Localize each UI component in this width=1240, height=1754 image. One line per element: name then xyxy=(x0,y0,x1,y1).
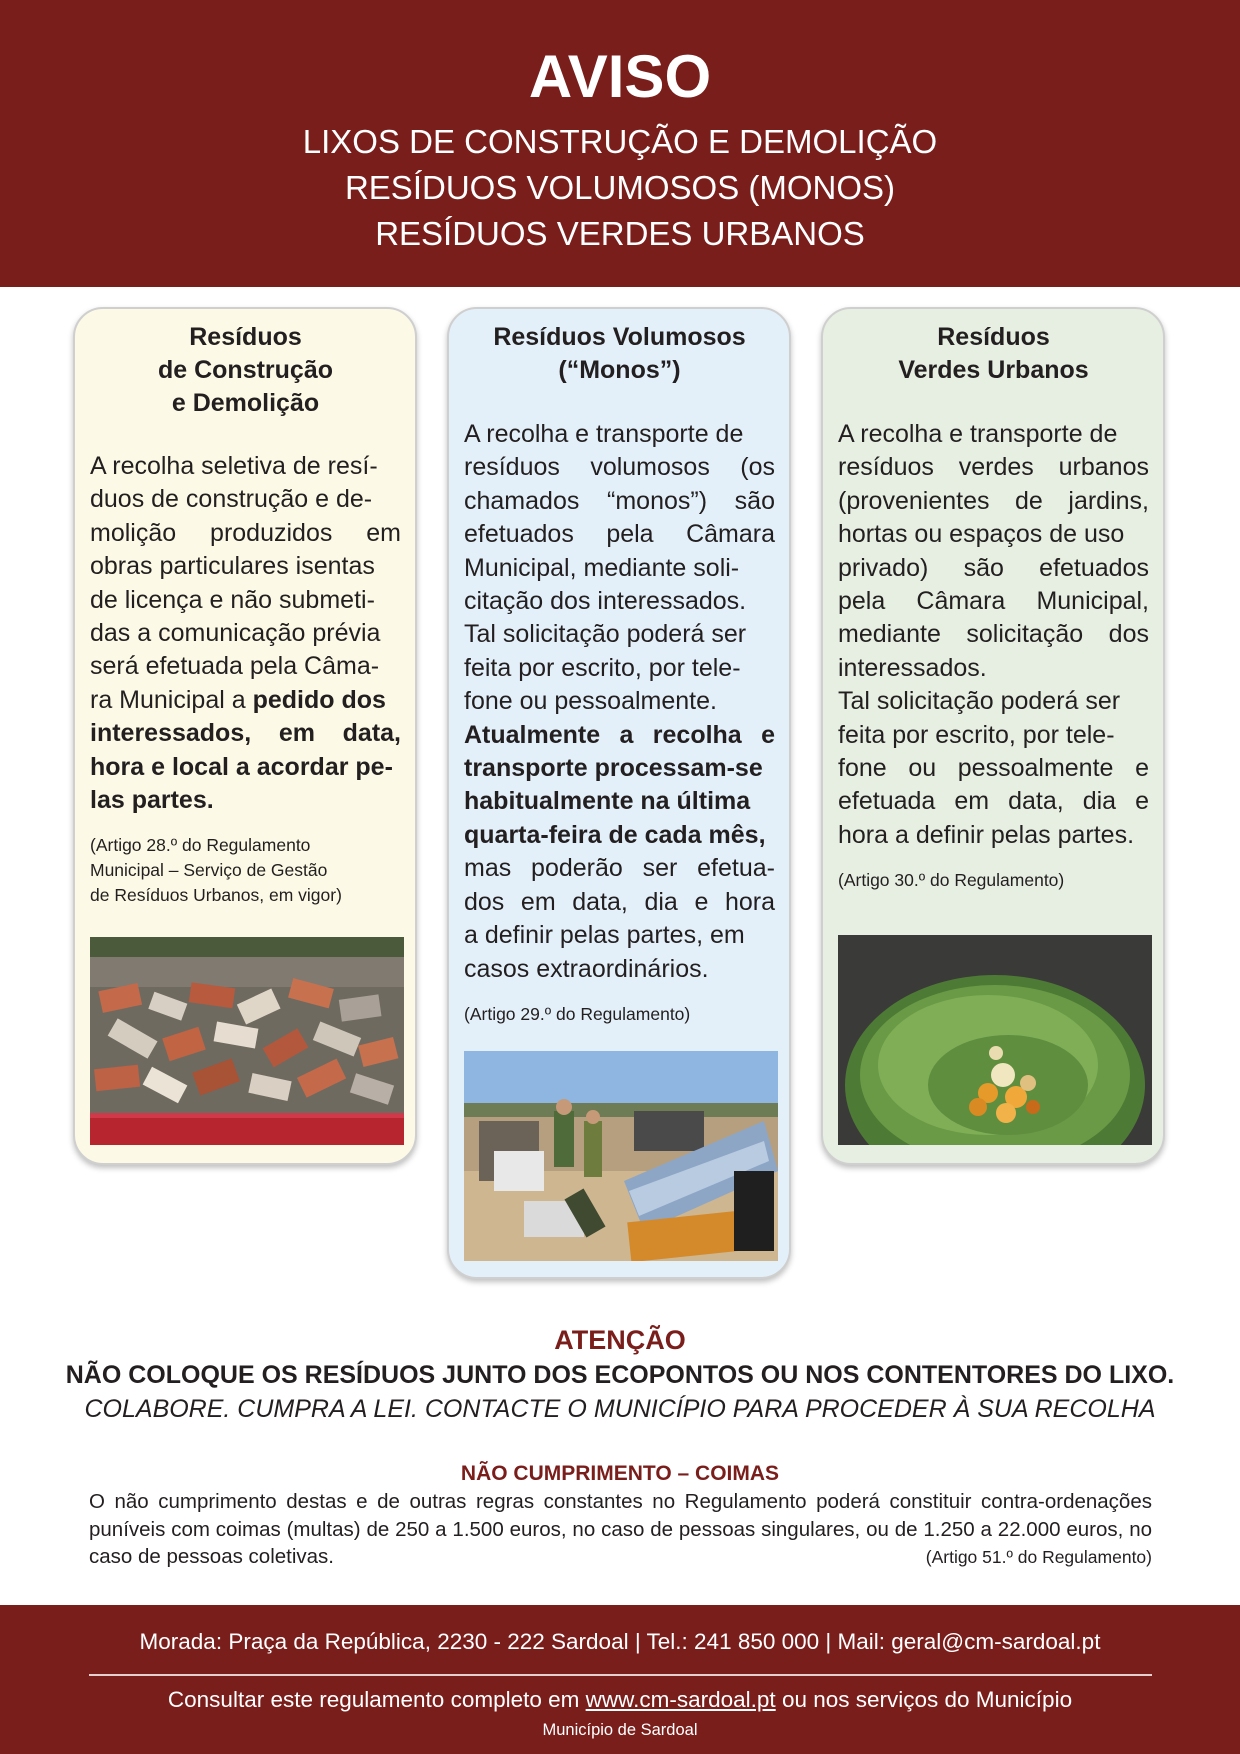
card-bulky-waste xyxy=(447,307,791,1279)
text-line: duos de construção e de- xyxy=(90,485,373,514)
text-line: A recolha e transporte de xyxy=(464,420,744,448)
municipality-name: Município de Sardoal xyxy=(542,1721,698,1739)
text-line: obras particulares isentas xyxy=(90,552,375,581)
text-line: resíduos volumosos (os xyxy=(464,453,775,482)
text-line: resíduos verdes urbanos xyxy=(838,453,1149,482)
card-body-text xyxy=(838,418,1149,852)
card-body-text xyxy=(464,418,775,986)
article-reference xyxy=(90,833,401,908)
card-title-line: Verdes Urbanos xyxy=(898,356,1089,384)
card-body-text xyxy=(90,450,401,817)
text-line-bold: hora e local a acordar pe- xyxy=(90,752,393,781)
article-line: (Artigo 28.º do Regulamento xyxy=(90,835,311,856)
header-banner xyxy=(0,0,1240,287)
contact-info: Morada: Praça da República, 2230 - 222 Sardoal | Tel.: 241 850 000 | Mail: geral@cm-sardoal.pt xyxy=(139,1629,1101,1654)
text-line: pela Câmara Municipal, xyxy=(838,587,1149,616)
consult-regulation xyxy=(0,1685,1240,1715)
text-line: dos em data, dia e hora xyxy=(464,887,775,916)
footer xyxy=(0,1605,1240,1754)
fines-text: O não cumprimento destas e de outras regras constantes no Regulamento poderá constituir contra-ordenações puníveis com coimas (multas) de 250 a 1.500 euros, no caso de pessoas singulares, ou de 1.250 a 22.000 euros, no caso de pessoas coletivas. xyxy=(89,1490,1152,1568)
text-line: fone ou pessoalmente. xyxy=(464,687,717,716)
text-line: de licença e não submeti- xyxy=(90,585,375,614)
article-line: de Resíduos Urbanos, em vigor) xyxy=(90,885,342,906)
text-line: hortas ou espaços de uso xyxy=(838,520,1125,549)
card-title xyxy=(90,321,401,420)
text-line: será efetuada pela Câma- xyxy=(90,652,380,681)
footer-divider xyxy=(89,1674,1152,1676)
text-line: das a comunicação prévia xyxy=(90,619,381,648)
card-green-waste xyxy=(821,307,1165,1165)
article-reference: (Artigo 30.º do Regulamento) xyxy=(838,870,1065,891)
text-line: Tal solicitação poderá ser xyxy=(464,620,747,649)
text-line: privado) são efetuados xyxy=(838,553,1149,582)
consult-text: ou nos serviços do Município xyxy=(775,1687,1073,1712)
text-line: a definir pelas partes, em xyxy=(464,921,745,950)
text-line: efetuados pela Câmara xyxy=(464,520,775,549)
text-line: A recolha seletiva de resí- xyxy=(90,452,378,480)
attention-warning: NÃO COLOQUE OS RESÍDUOS JUNTO DOS ECOPONTOS OU NOS CONTENTORES DO LIXO. xyxy=(65,1361,1175,1389)
green-waste-container-photo xyxy=(838,935,1152,1145)
card-construction-waste xyxy=(73,307,417,1165)
text-line: feita por escrito, por tele- xyxy=(838,720,1115,749)
website-link[interactable]: www.cm-sardoal.pt xyxy=(585,1687,776,1712)
text-line: casos extraordinários. xyxy=(464,954,709,983)
card-title-line: (“Monos”) xyxy=(558,356,681,384)
subtitle-line-3: RESÍDUOS VERDES URBANOS xyxy=(375,215,865,252)
card-title xyxy=(838,321,1149,387)
text-line: (provenientes de jardins, xyxy=(838,486,1149,515)
text-line-bold: interessados, em data, xyxy=(90,719,401,748)
text-line: mas poderão ser efetua- xyxy=(464,854,775,883)
card-title-line: e Demolição xyxy=(171,389,320,417)
text-line-bold: habitualmente na última xyxy=(464,787,751,816)
text-line: fone ou pessoalmente e xyxy=(838,754,1149,783)
text-line: efetuada em data, dia e xyxy=(838,787,1149,816)
text-line-bold: quarta-feira de cada mês, xyxy=(464,820,766,849)
card-title-line: de Construção xyxy=(157,356,334,384)
text-line: mediante solicitação dos xyxy=(838,620,1149,649)
page-title: AVISO xyxy=(528,43,712,110)
subtitle-line-1: LIXOS DE CONSTRUÇÃO E DEMOLIÇÃO xyxy=(302,123,938,160)
bulky-waste-collection-photo xyxy=(464,1051,778,1261)
text-line-bold: Atualmente a recolha e xyxy=(464,720,775,749)
card-title-line: Resíduos xyxy=(189,323,302,351)
text-line: hora a definir pelas partes. xyxy=(838,820,1135,849)
text-line: Municipal, mediante soli- xyxy=(464,553,740,582)
text-line-bold: transporte processam-se xyxy=(464,754,763,783)
attention-title: ATENÇÃO xyxy=(554,1325,686,1355)
text-line: citação dos interessados. xyxy=(464,587,747,616)
text-line-bold: las partes. xyxy=(90,786,214,815)
text-line: interessados. xyxy=(838,653,987,682)
card-title xyxy=(464,321,775,387)
text-fragment: ra Municipal a xyxy=(90,685,253,714)
text-line: chamados “monos”) são xyxy=(464,486,775,515)
construction-debris-photo xyxy=(90,937,404,1145)
text-fragment-bold: pedido dos xyxy=(252,685,386,714)
subtitle-line-2: RESÍDUOS VOLUMOSOS (MONOS) xyxy=(344,169,896,206)
text-line: feita por escrito, por tele- xyxy=(464,653,741,682)
attention-instruction: COLABORE. CUMPRA A LEI. CONTACTE O MUNICÍPIO PARA PROCEDER À SUA RECOLHA xyxy=(84,1395,1156,1423)
article-reference: (Artigo 29.º do Regulamento) xyxy=(464,1003,691,1024)
card-title-line: Resíduos Volumosos xyxy=(493,323,746,351)
text-line xyxy=(90,684,401,717)
article-line: Municipal – Serviço de Gestão xyxy=(90,860,328,881)
text-line: molição produzidos em xyxy=(90,518,401,547)
consult-text: Consultar este regulamento completo em xyxy=(167,1687,586,1712)
fines-title: NÃO CUMPRIMENTO – COIMAS xyxy=(460,1462,780,1485)
fines-article-reference: (Artigo 51.º do Regulamento) xyxy=(925,1547,1152,1567)
text-line: A recolha e transporte de xyxy=(838,420,1118,448)
text-line: Tal solicitação poderá ser xyxy=(838,687,1121,716)
card-title-line: Resíduos xyxy=(937,323,1050,351)
